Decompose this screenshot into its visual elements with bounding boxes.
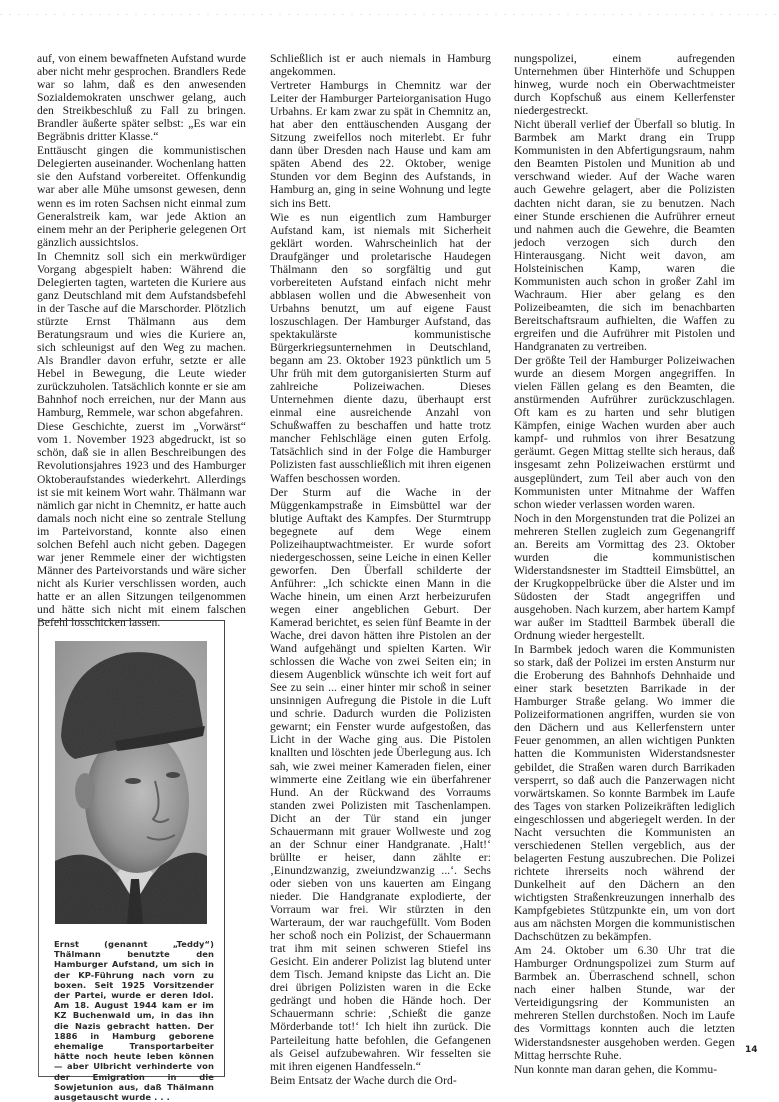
paragraph: Enttäuscht gingen die kommunistischen Delegierten auseinander. Wochenlang hatten sie den Aufstand vorbereitet. Offenkundig war aber alle Mühe umsonst gewesen, denn wenn es im roten Sachsen nicht einmal zum Generalstreik kam, war jede Aktion an einem mehr an der Peripherie gelegenen Ort gänzlich aussichtslos. [37, 144, 246, 249]
paragraph: nungspolizei, einem aufregenden Unternehmen über Hinterhöfe und Schuppen hinweg, wurde noch ein Oberwachtmeister durch Kopfschuß aus einem Kellerfenster niedergestreckt. [514, 52, 735, 118]
paragraph: Vertreter Hamburgs in Chemnitz war der Leiter der Hamburger Parteiorganisation Hugo Urbahns. Er kam zwar zu spät in Chemnitz an, hat aber den enttäuschenden Ausgang der Sitzung zweifellos noch miterlebt. Er fuhr dann über Dresden nach Hause und kam am späten Abend des 22. Oktober, wenige Stunden vor dem Beginn des Aufstands, in Hamburg an, ging in seine Wohnung und legte sich ins Bett. [270, 79, 491, 210]
paragraph: Diese Geschichte, zuerst im „Vorwärst“ vom 1. November 1923 abgedruckt, ist so schön, daß sie in allen Beschreibungen des Revolutionsjahres 1923 und des Hamburger Oktoberaufstandes wiederkehrt. Allerdings ist sie mit keinem Wort wahr. Thälmann war nämlich gar nicht in Chemnitz, er hatte auch damals noch nicht eine so zentrale Stellung im Parteivorstand, konnte also einen solchen Befehl auch nicht geben. Dagegen war jener Remmele einer der wichtigsten Männer des Parteivorstands und wäre sicher nicht als Kurier verschlissen worden, auch hatte er an allen Sitzungen teilgenommen und hätte sich nicht mit einem falschen Befehl losschicken lassen. [37, 420, 246, 630]
text-column-2 [270, 52, 491, 1088]
paragraph: Der größte Teil der Hamburger Polizeiwachen wurde an diesem Morgen angegriffen. In vielen Fällen gelang es den Beamten, die anstürmenden Aufrührer zurückzuschlagen. Oft kam es zu harten und sehr blutigen Kämpfen, einige Wachen wurden aber auch kampf- und ruhmlos von ihrer Besatzung geräumt. Gegen Mittag stellte sich heraus, daß insgesamt zehn Polizeiwachen erstürmt und ausgeplündert, zum Teil aber auch von den Kommunisten unter Mitnahme der Waffen schon wieder verlassen worden waren. [514, 354, 735, 511]
paragraph: auf, von einem bewaffneten Aufstand wurde aber nicht mehr gesprochen. Brandlers Rede war so lahm, daß es den anwesenden Sozialdemokraten unschwer gelang, auch den Streikbeschluß zu Fall zu bringen. Brandler äußerte später selbst: „Es war ein Begräbnis dritter Klasse.“ [37, 52, 246, 144]
paragraph: Nun konnte man daran gehen, die Kommu- [514, 1062, 718, 1076]
paragraph: Noch in den Morgenstunden trat die Polizei an mehreren Stellen zugleich zum Gegenangriff an. Bereits am Vormittag des 23. Oktober wurden die kommunistischen Widerstandsnester im Stadtteil Eimsbüttel, an der Krugkoppelbrücke über die Alster und im Südosten der Stadt angegriffen und ausgehoben. Nach kurzem, aber hartem Kampf war außer im Stadtteil Barmbek überall die Ordnung wieder hergestellt. [514, 511, 735, 643]
paragraph: Der Sturm auf die Wache in der Müggenkampstraße in Eimsbüttel war der blutige Auftakt des Kampfes. Der Sturmtrupp begegnete auf dem Wege einem Polizeihauptwachtmeister. Er wurde sofort niedergeschossen, seine Leiche in einen Keller geworfen. Den Überfall schilderte der Anführer: „Ich schickte einen Mann in die Wache hinein, um einen Arzt herbeizurufen wegen einer angeblichen Geburt. Der Kamerad berichtet, es seien fünf Beamte in der Wache, drei davon hätten ihre Pistolen an der Wand aufgehängt und spielten Karten. Wir schlossen die Wache von zwei Seiten ein; in diesem Augenblick wünschte ich weit fort auf See zu sein ... einer hinter mir schoß in seiner unsinnigen Aufregung die Pistole in die Luft und schrie. Dadurch wurden die Polizisten gewarnt; ein Fenster wurde aufgestoßen, das Licht in der Wache ging aus. Die Pistolen knallten und löschten jede Überlegung aus. Ich sah, wie zwei meiner Kameraden fielen, einer wimmerte eine Zeitlang wie ein überfahrener Hund. An der Rückwand des Vorraums standen zwei Polizisten mit Taschenlampen. Dicht an der Tür stand ein junger Schauermann mit grauer Wollweste und zog an der Schnur einer Handgranate. ‚Halt!‘ brüllte er heiser, dann zählte er: ‚Einundzwanzig, zweiundzwanzig ...‘. Sechs oder sieben von uns kauerten am Eingang nieder. Die Handgranate explodierte, der Vorraum war frei. Wir stürzten in den Warteraum, der war rauchgefüllt. Vom Boden her schoß noch ein Polizist, der Schauermann trat ihm mit seinen schweren Stiefel ins Gesicht. Ein anderer Polizist lag blutend unter dem Tisch. Jemand knipste das Licht an. Die drei übrigen Polizisten waren in die Ecke gedrängt und hoben die Hände hoch. Der Schauermann schrie: ‚Schießt die ganze Mörderbande tot!‘ Ich hielt ihn zurück. Die Parteileitung hatte befohlen, die Gefangenen als Geisel aufzubewahren. Wir fesselten sie mit ihren eigenen Handfesseln.“ [270, 485, 491, 1073]
scan-artifact-line [0, 14, 779, 15]
paragraph: Wie es nun eigentlich zum Hamburger Aufstand kam, ist niemals mit Sicherheit geklärt worden. Wahrscheinlich hat der Draufgänger und proletarische Haudegen Thälmann den so sorgfältig und gut vorbereiteten Aufstand einfach nicht mehr abblasen wollen und die Abwesenheit von Urbahns benutzt, um auf eigene Faust loszuschlagen. Der Hamburger Aufstand, das spektakulärste kommunistische Bürgerkriegsunternehmen in Deutschland, begann am 23. Oktober 1923 pünktlich um 5 Uhr früh mit dem gutorganisierten Sturm auf zahlreiche Polizeiwachen. Dieses Unternehmen diente dazu, überhaupt erst einmal eine ausreichende Anzahl von Schußwaffen zu beschaffen und hatte trotz mancher Fehlschläge einen guten Erfolg. Tatsächlich sind in der Folge die Hamburger Polizisten fast ausschließlich mit ihren eigenen Waffen beschossen worden. [270, 210, 491, 485]
paragraph: In Barmbek jedoch waren die Kommunisten so stark, daß der Polizei im ersten Ansturm nur die Eroberung des Bahnhofs Dehnhaide und einer stark besetzten Barrikade in der Hamburger Straße gelang. Wo immer die Polizeiformationen angriffen, wurden sie von den Dächern und aus Kellerfenstern unter Feuer genommen, an allen wichtigen Punkten hatten die Kommunisten Widerstandsnester gebildet, die Straßen waren durch Barrikaden versperrt, so daß auch die Panzerwagen nicht vorwärtskamen. So konnte Barmbek im Laufe des Tages von starken Polizeikräften lediglich eingeschlossen und abgeriegelt werden. In der Nacht versuchten die Kommunisten an verschiedenen Stellen vergeblich, aus der belagerten Festung auszubrechen. Die Polizei richtete ihrerseits noch während der Dunkelheit auf den Dächern an den wichtigsten Straßenkreuzungen innerhalb des Kampfgebietes Stützpunkte ein, um von dort aus am nächsten Morgen die kommunistischen Dachschützen zu bekämpfen. [514, 643, 735, 944]
photo-grain [55, 641, 207, 924]
portrait-image [55, 641, 207, 924]
paragraph: Beim Entsatz der Wache durch die Ord- [270, 1073, 457, 1087]
paragraph: In Chemnitz soll sich ein merkwürdiger Vorgang abgespielt haben: Während die Delegierten tagten, warteten die Kuriere aus ganz Deutschland mit dem Aufstandsbefehl in der Tasche auf die Marschorder. Plötzlich stürzte Ernst Thälmann aus dem Beratungsraum und wies die Kuriere an, sich schleunigst auf den Weg zu machen. Als Brandler davon erfuhr, setzte er alle Hebel in Bewegung, die Leute wieder zurückzuholen. Tatsächlich konnte er sie am Bahnhof noch erreichen, nur der Mann aus Hamburg, Remmele, war schon abgefahren. [37, 249, 246, 420]
paragraph: Nicht überall verlief der Überfall so blutig. In Barmbek am Markt drang ein Trupp Kommunisten in den Abfertigungsraum, nahm den Beamten Pistolen und Munition ab und verschwand wieder. Auf der Wache waren auch Gewehre gelagert, aber die Polizisten dachten nicht daran, sie zu benutzen. Nach einer Stunde erschienen die Aufrührer erneut und nahmen auch die Gewehre, die Beamten jedoch verzogen sich durch den Hinterausgang. Nicht weit davon, am Holsteinischen Kamp, waren die Kommunisten auch schon in großer Zahl im Wachraum. Hier aber gelang es den Polizeibeamten, die sich im benachbarten Bereitschaftsraum aufhielten, die Waffen zu ergreifen und die Aufrührer mit Pistolen und Handgranaten zu vertreiben. [514, 118, 735, 354]
portrait-photo [55, 641, 207, 924]
paragraph: Am 24. Oktober um 6.30 Uhr trat die Hamburger Ordnungspolizei zum Sturm auf Barmbek an. Überraschend schnell, schon nach einer halben Stunde, war der Verteidigungsring der Kommunisten an mehreren Stellen durchstoßen. Noch im Laufe des Vormittags konnten auch die letzten Widerstandsnester ausgehoben werden. Gegen Mittag herrschte Ruhe. [514, 944, 735, 1062]
text-column-1 [37, 52, 246, 630]
paragraph: Schließlich ist er auch niemals in Hamburg angekommen. [270, 52, 491, 79]
text-column-3 [514, 52, 735, 1077]
page-number: 14 [745, 1045, 758, 1055]
photo-caption: Ernst (genannt „Teddy“) Thälmann benutzte den Hamburger Aufstand, um sich in der KP-Führung nach vorn zu boxen. Seit 1925 Vorsitzender der Partei, wurde er deren Idol. Am 18. August 1944 kam er im KZ Buchenwald um, in das ihn die Nazis gebracht hatten. Der 1886 in Hamburg geborene ehemalige Transportarbeiter hätte noch heute leben können — aber Ulbricht verhinderte von der Emigration in die Sowjetunion aus, daß Thälmann ausgetauscht wurde . . . [54, 939, 214, 1102]
figure-frame [38, 620, 225, 1102]
